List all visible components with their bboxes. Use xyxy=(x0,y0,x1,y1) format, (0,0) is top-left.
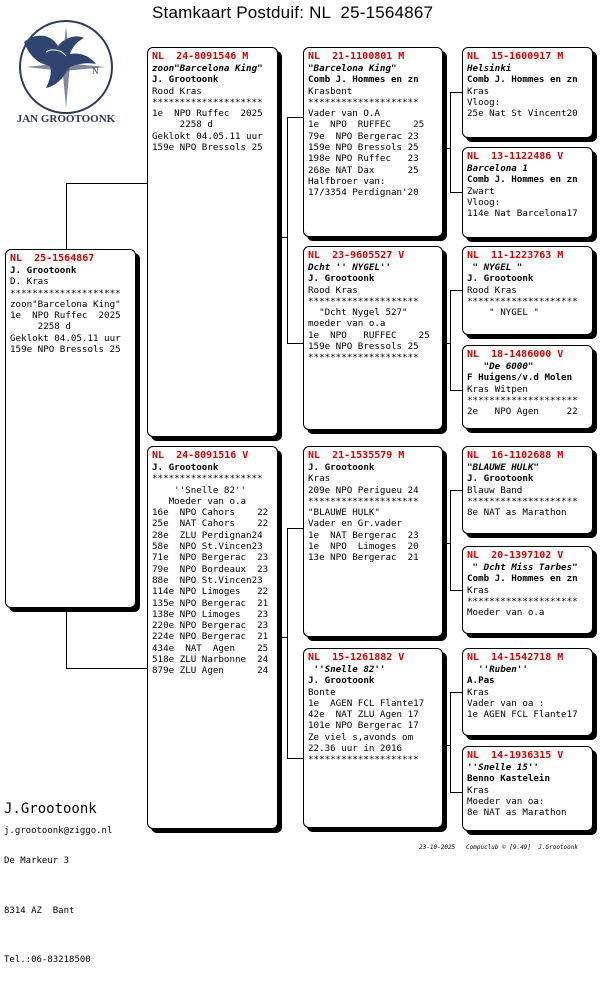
card-line: Halfbroer van: xyxy=(308,175,386,187)
connector xyxy=(450,792,462,793)
pigeon-name: Dcht '' NYGEL'' xyxy=(308,262,391,273)
card-line: Rood Kras xyxy=(467,284,517,296)
owner-contact xyxy=(4,762,97,986)
card-line: Zwart xyxy=(467,185,495,197)
pedigree-card-subject[interactable] xyxy=(5,249,136,608)
pigeon-name: zoon"Barcelona King" xyxy=(152,63,263,74)
owner-line: J. Grootoonk xyxy=(152,74,219,86)
card-line: 114e NPO Limoges 22 xyxy=(152,586,269,598)
pigeon-name: ''Snelle 82'' xyxy=(308,664,386,675)
card-line: Moeder van o.a xyxy=(467,607,545,619)
card-line: 1e AGEN FCL Flante17 xyxy=(308,697,425,709)
card-line: 17/3354 Perdignan'20 xyxy=(308,187,419,199)
card-line: ******************** xyxy=(467,595,578,607)
card-line: ******************** xyxy=(467,394,578,406)
owner-line: J. Grootoonk xyxy=(308,675,375,687)
card-line: 518e ZLU Narbonne 24 xyxy=(152,654,269,666)
pigeon-name: ''Ruben'' xyxy=(467,664,528,675)
card-line: 8e NAT as Marathon xyxy=(467,507,567,519)
owner-email[interactable]: j.grootoonk@ziggo.nl xyxy=(4,826,113,836)
card-line: Kras xyxy=(467,784,490,796)
pigeon-name: Helsinki xyxy=(467,63,512,74)
pigeon-name: ''Snelle 15'' xyxy=(467,762,539,773)
connector xyxy=(450,192,462,193)
pedigree-card-father-father[interactable] xyxy=(303,47,443,237)
owner-line: J. Grootoonk xyxy=(467,273,534,285)
card-line: ******************** xyxy=(308,295,419,307)
card-line: zoon"Barcelona King" xyxy=(10,298,121,310)
card-line: Vader van O.A xyxy=(308,108,380,120)
card-line: Rood Kras xyxy=(152,85,202,97)
card-line: ******************** xyxy=(467,295,578,307)
pedigree-card-fff[interactable] xyxy=(462,47,593,138)
card-line: Blauw Band xyxy=(467,484,523,496)
card-line: 25e Nat St Vincent20 xyxy=(467,108,578,120)
connector xyxy=(287,343,303,344)
pigeon-name: "Barcelona King" xyxy=(308,63,397,74)
card-line: ******************** xyxy=(308,754,419,766)
card-line: Vloog: xyxy=(467,196,501,208)
card-line: Moeder van oa: xyxy=(467,795,545,807)
ring-number: NL 21-1535579 M xyxy=(308,450,405,461)
card-line: 28e ZLU Perdignan24 xyxy=(152,529,263,541)
card-line: 220e NPO Bergerac 23 xyxy=(152,620,269,632)
pedigree-card-mother-mother[interactable] xyxy=(303,648,443,828)
card-line: 159e NPO Bressols 25 xyxy=(10,344,121,356)
owner-phone: Tel.:06-83218500 xyxy=(4,955,91,965)
pedigree-card-father[interactable] xyxy=(147,47,278,437)
card-line: 879e ZLU Agen 24 xyxy=(152,665,269,677)
owner-address-line: De Markeur 3 xyxy=(4,856,70,866)
owner-line: Comb J. Hommes en zn xyxy=(467,573,578,585)
footer-stamp: 23-10-2025 Compuclub © [9.49] J.Grootoonk xyxy=(419,844,578,851)
card-line: moeder van o.a xyxy=(308,318,386,330)
connector xyxy=(287,117,288,343)
card-line: 114e Nat Barcelona17 xyxy=(467,208,578,220)
card-line: 224e NPO Bergerac 21 xyxy=(152,631,269,643)
connector xyxy=(287,117,303,118)
card-line: 1e AGEN FCL Flante17 xyxy=(467,709,578,721)
owner-line: F Huigens/v.d Molen xyxy=(467,372,573,384)
pedigree-card-ffm[interactable] xyxy=(462,147,593,238)
pigeon-name: "De 6000" xyxy=(467,361,534,372)
card-line: 25e NAT Cahors 22 xyxy=(152,518,269,530)
ring-number: NL 15-1261882 V xyxy=(308,652,405,663)
card-line: 8e NAT as Marathon xyxy=(467,807,567,819)
card-line: 1e NPO Ruffec 2025 xyxy=(152,108,263,120)
connector xyxy=(287,528,303,529)
owner-line: Comb J. Hommes en zn xyxy=(467,174,578,186)
connector xyxy=(66,183,67,249)
card-line: 1e NPO Ruffec 2025 xyxy=(10,310,121,322)
card-line: "BLAUWE HULK" xyxy=(308,507,380,519)
card-line: Vader en Gr.vader xyxy=(308,518,403,530)
card-line: 71e NPO Bergerac 23 xyxy=(152,552,269,564)
owner-line: J. Grootoonk xyxy=(467,473,534,485)
owner-line: J. Grootoonk xyxy=(308,273,375,285)
card-line: Bonte xyxy=(308,686,336,698)
card-line: Vloog: xyxy=(467,96,501,108)
connector xyxy=(450,590,462,591)
pigeon-name: Barcelona 1 xyxy=(467,163,528,174)
club-logo xyxy=(6,12,126,130)
ring-number: NL 24-8091516 V xyxy=(152,450,249,461)
pedigree-card-mfm[interactable] xyxy=(462,546,593,634)
pedigree-card-mother[interactable] xyxy=(147,446,278,829)
card-line: Geklokt 04.05.11 uur xyxy=(10,332,121,344)
pedigree-card-father-mother[interactable] xyxy=(303,246,443,430)
owner-line: Comb J. Hommes en zn xyxy=(467,74,578,86)
connector xyxy=(66,668,147,669)
ring-number: NL 18-1486000 V xyxy=(467,349,564,360)
card-line: 2258 d xyxy=(152,119,213,131)
pedigree-card-fmm[interactable] xyxy=(462,345,593,429)
owner-line: Comb J. Hommes en zn xyxy=(308,74,419,86)
ring-number: NL 14-1936315 V xyxy=(467,750,564,761)
connector xyxy=(450,490,462,491)
owner-address-line: 8314 AZ Bant xyxy=(4,905,75,916)
pigeon-name: " NYGEL " xyxy=(467,262,523,273)
card-line: Kras xyxy=(467,584,490,596)
card-line: 42e NAT ZLU Agen 17 xyxy=(308,709,419,721)
card-line: 268e NAT Dax 25 xyxy=(308,164,419,176)
card-line: 2e NPO Agen 22 xyxy=(467,406,578,418)
owner-line: Benno Kastelein xyxy=(467,773,550,785)
card-line: ******************** xyxy=(308,96,419,108)
ring-number: NL 21-1100801 M xyxy=(308,51,405,62)
svg-text:N: N xyxy=(92,66,99,76)
card-line: Moeder van o.a xyxy=(152,495,247,507)
ring-number: NL 25-1564867 xyxy=(10,253,95,264)
owner-line: A.Pas xyxy=(467,675,495,687)
card-line: 101e NPO Bergerac 17 xyxy=(308,720,419,732)
connector xyxy=(450,92,462,93)
card-line: 1e NPO Limoges 20 xyxy=(308,541,419,553)
card-line: Rood Kras xyxy=(308,284,358,296)
card-line: ******************** xyxy=(152,473,263,485)
connector xyxy=(287,758,303,759)
connector xyxy=(66,183,147,184)
pedigree-card-mmf[interactable] xyxy=(462,648,593,736)
card-line: 13e NPO Bergerac 21 xyxy=(308,552,419,564)
ring-number: NL 24-8091546 M xyxy=(152,51,249,62)
card-line: 138e NPO Limoges 23 xyxy=(152,608,269,620)
pedigree-card-mff[interactable] xyxy=(462,446,593,534)
card-line: 159e NPO Bressols 25 xyxy=(308,142,419,154)
ring-number: NL 23-9605527 V xyxy=(308,250,405,261)
owner-line: J. Grootoonk xyxy=(10,265,77,276)
owner-line: J. Grootoonk xyxy=(152,462,219,473)
card-line: ''Snelle 82'' xyxy=(152,484,247,496)
card-line: ******************** xyxy=(10,287,121,299)
card-line: 58e NPO St.Vincen23 xyxy=(152,541,263,553)
connector xyxy=(450,92,451,192)
ring-number: NL 16-1102688 M xyxy=(467,450,564,461)
ring-number: NL 14-1542718 M xyxy=(467,652,564,663)
card-line: Geklokt 04.05.11 uur xyxy=(152,130,263,142)
card-line: Kras xyxy=(467,85,490,97)
card-line: Kras xyxy=(308,473,331,485)
card-line: 79e NPO Bergerac 23 xyxy=(308,130,419,142)
pedigree-card-mother-father[interactable] xyxy=(303,446,443,637)
card-line: 209e NPO Perigueu 24 xyxy=(308,484,419,496)
card-line: ******************** xyxy=(467,495,578,507)
card-line: 1e NPO RUFFEC 25 xyxy=(308,329,430,341)
card-line: D. Kras xyxy=(10,276,49,288)
card-line: 16e NPO Cahors 22 xyxy=(152,507,269,519)
card-line: 1e NAT Bergerac 23 xyxy=(308,529,419,541)
card-line: 198e NPO Ruffec 23 xyxy=(308,153,419,165)
page-title: Stamkaart Postduif: NL 25-1564867 xyxy=(152,3,434,22)
pedigree-card-fmf[interactable] xyxy=(462,246,593,335)
card-line: "Dcht Nygel 527" xyxy=(308,307,408,319)
card-line: Vader van oa : xyxy=(467,697,545,709)
pigeon-name: " Dcht Miss Tarbes" xyxy=(467,562,578,573)
card-line: Kras xyxy=(467,686,490,698)
connector xyxy=(450,692,462,693)
card-line: ******************** xyxy=(308,495,419,507)
card-line: 2258 d xyxy=(10,321,71,333)
pigeon-name: "BLAUWE HULK" xyxy=(467,462,539,473)
card-line: 135e NPO Bergerac 21 xyxy=(152,597,269,609)
ring-number: NL 11-1223763 M xyxy=(467,250,564,261)
card-line: Krasbont xyxy=(308,85,353,97)
card-line: 88e NPO St.Vincen23 xyxy=(152,574,263,586)
connector xyxy=(450,692,451,792)
pedigree-card-mmm[interactable] xyxy=(462,746,593,831)
ring-number: NL 15-1600917 M xyxy=(467,51,564,62)
connector xyxy=(450,490,451,590)
card-line: 159e NPO Bressols 25 xyxy=(308,341,419,353)
card-line: Kras Witpen xyxy=(467,383,528,395)
connector xyxy=(450,290,462,291)
card-line: 1e NPO RUFFEC 25 xyxy=(308,119,425,131)
card-line: " NYGEL " xyxy=(467,307,539,319)
connector xyxy=(450,290,451,390)
owner-name: J.Grootoonk xyxy=(4,801,97,817)
connector xyxy=(450,390,462,391)
card-line: Ze viel s,avonds om xyxy=(308,731,414,743)
connector xyxy=(287,528,288,758)
card-line: 434e NAT Agen 25 xyxy=(152,642,269,654)
card-line: 159e NPO Bressols 25 xyxy=(152,142,263,154)
card-line: 22.36 uur in 2016 xyxy=(308,743,403,755)
connector xyxy=(66,608,67,668)
owner-line: J. Grootoonk xyxy=(308,462,375,473)
ring-number: NL 13-1122486 V xyxy=(467,151,564,162)
card-line: ******************** xyxy=(152,96,263,108)
ring-number: NL 20-1397102 V xyxy=(467,550,564,561)
card-line: ******************** xyxy=(308,352,419,364)
svg-text:JAN GROOTOONK: JAN GROOTOONK xyxy=(16,113,116,125)
card-line: 79e NPO Bordeaux 23 xyxy=(152,563,269,575)
